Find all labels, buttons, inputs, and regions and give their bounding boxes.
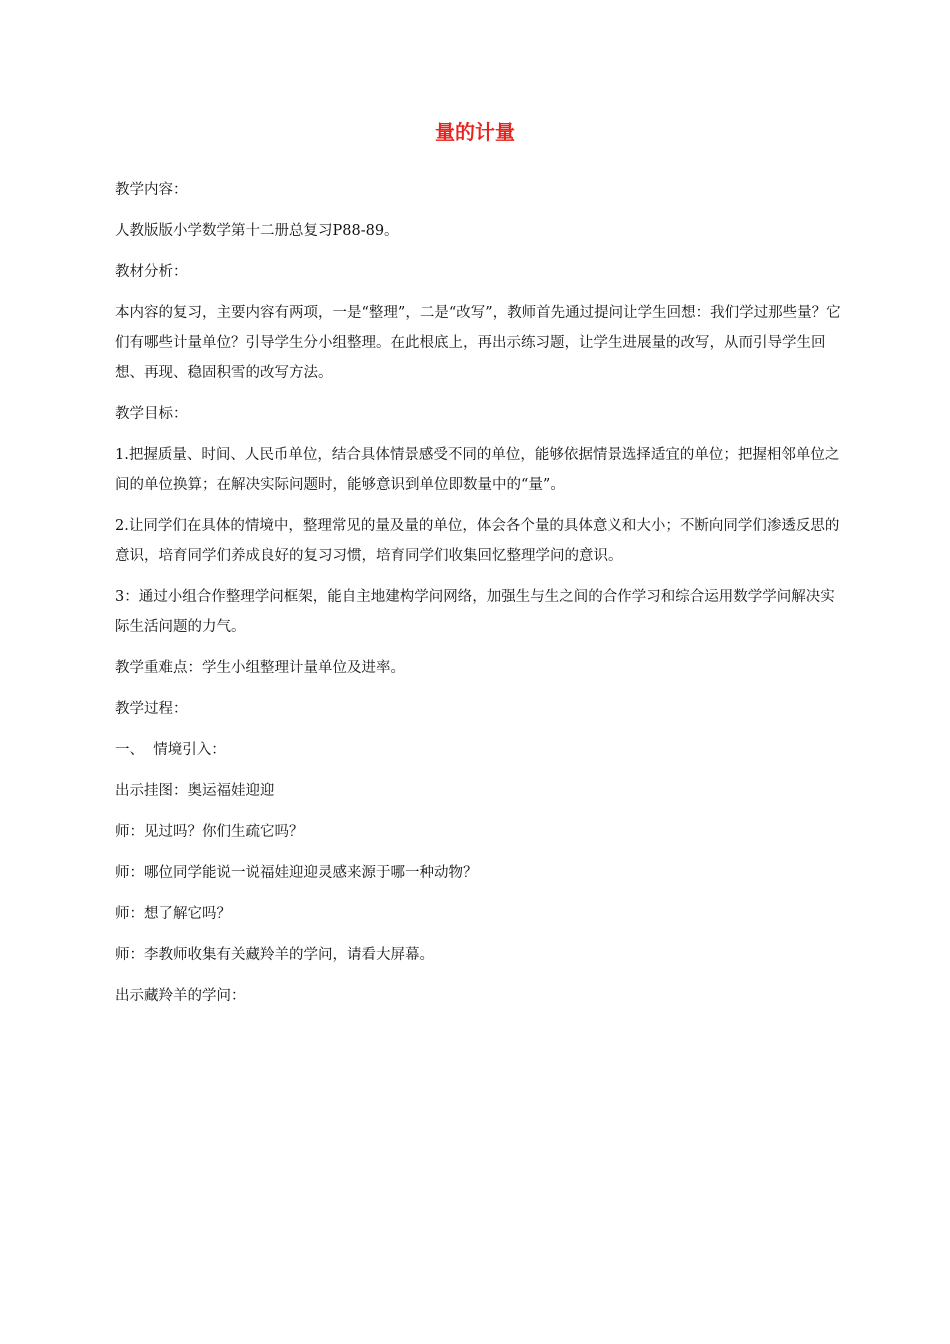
dialogue-line: 师：李教师收集有关藏羚羊的学问，请看大屏幕。 — [115, 947, 434, 963]
paragraph: 出示藏羚羊的学问： — [115, 988, 246, 1004]
document-title: 量的计量 — [435, 120, 515, 144]
section-heading-key-points: 教学重难点：学生小组整理计量单位及进率。 — [115, 660, 405, 676]
paragraph: 出示挂图：奥运福娃迎迎 — [115, 783, 275, 799]
dialogue-line: 师：见过吗？你们生疏它吗？ — [115, 824, 304, 840]
dialogue-line: 师：哪位同学能说一说福娃迎迎灵感来源于哪一种动物？ — [115, 865, 478, 881]
goal-item: 2.让同学们在具体的情境中，整理常见的量及量的单位，体会各个量的具体意义和大小；不断向同学们渗透反思的意识，培育同学们养成良好的复习习惯，培育同学们收集回忆整理学问的意识。 — [115, 518, 840, 564]
section-heading-goals: 教学目标： — [115, 406, 188, 422]
document-body — [115, 175, 845, 1022]
section-heading-process: 教学过程： — [115, 701, 188, 717]
section-heading-analysis: 教材分析： — [115, 264, 188, 280]
paragraph: 人教版版小学数学第十二册总复习P88-89。 — [115, 223, 399, 239]
dialogue-line: 师：想了解它吗？ — [115, 906, 231, 922]
goal-item: 1.把握质量、时间、人民币单位，结合具体情景感受不同的单位，能够依据情景选择适宜的单位；把握相邻单位之间的单位换算；在解决实际问题时，能够意识到单位即数量中的“量”。 — [115, 447, 840, 493]
goal-item: 3：通过小组合作整理学问框架，能自主地建构学问网络，加强生与生之间的合作学习和综合运用数学学问解决实际生活问题的力气。 — [115, 589, 835, 635]
paragraph: 本内容的复习，主要内容有两项，一是“整理”，二是“改写”，教师首先通过提问让学生回想：我们学过那些量？它们有哪些计量单位？引导学生分小组整理。在此根底上，再出示练习题，让学生进展量的改写，从而引导学生回想、再现、稳固积雪的改写方法。 — [115, 305, 841, 381]
subsection-heading: 一、 情境引入： — [115, 742, 226, 758]
section-heading-content: 教学内容： — [115, 182, 188, 198]
